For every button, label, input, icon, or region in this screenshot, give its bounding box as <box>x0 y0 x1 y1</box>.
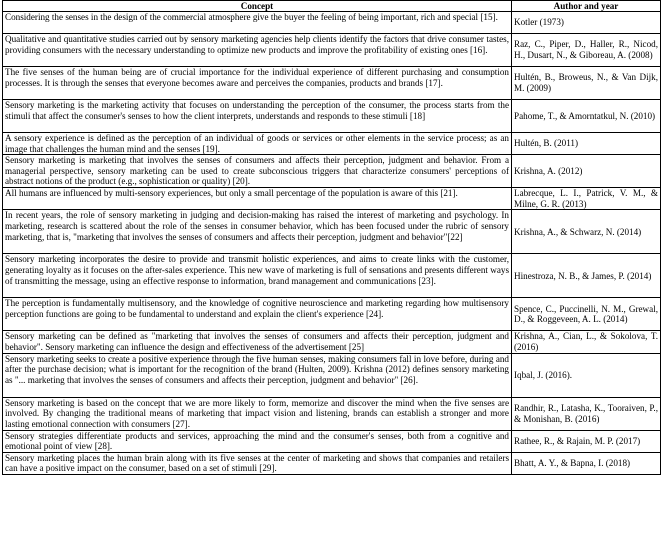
header-concept: Concept <box>3 1 512 12</box>
table-row <box>3 452 661 474</box>
table-row <box>3 188 661 210</box>
author-cell: Rathee, R., & Rajain, M. P. (2017) <box>512 430 661 452</box>
author-cell: Raz, C., Piper, D., Haller, R., Nicod, H., Dusart, N., & Giboreau, A. (2008) <box>512 34 661 67</box>
author-cell: Krishna, A., & Schwarz, N. (2014) <box>512 210 661 254</box>
concept-cell: All humans are influenced by multi-sensory experiences, but only a small percentage of the population is aware of this [21]. <box>3 188 512 210</box>
author-cell: Kotler (1973) <box>512 12 661 34</box>
table-row <box>3 100 661 133</box>
concept-cell: Sensory strategies differentiate products and services, approaching the mind and the consumer's senses, both from a cognitive and emotional point of view [28]. <box>3 430 512 452</box>
concepts-table <box>2 0 661 475</box>
concept-cell: Qualitative and quantitative studies carried out by sensory marketing agencies help clients identify the factors that drive consumer tastes, providing consumers with the necessary understanding to optimize new products and improve the profitability of existing ones [16]. <box>3 34 512 67</box>
table-row <box>3 12 661 34</box>
concept-cell: Sensory marketing is the marketing activity that focuses on understanding the perception of the consumer, the process starts from the stimuli that affect the consumer's senses to how the client interprets, understands and responds to these stimuli [18] <box>3 100 512 133</box>
table-row <box>3 397 661 430</box>
header-row <box>3 1 661 12</box>
author-cell: Labrecque, L. I., Patrick, V. M., & Milne, G. R. (2013) <box>512 188 661 210</box>
concept-cell: Sensory marketing can be defined as "marketing that involves the senses of consumers and affects their perception, judgment and behavior". Sensory marketing can influence the design and effectiveness of the advertisement [25] <box>3 331 512 353</box>
concept-cell: Sensory marketing seeks to create a positive experience through the five human senses, making consumers fall in love before, during and after the purchase decision; what is important for the recognition of the brand (Hulten, 2009). Krishna (2012) defines sensory marketing as "... marketing that involves the senses of consumers and affects their perception, judgment and behavior" [26]. <box>3 353 512 397</box>
table-row <box>3 430 661 452</box>
author-cell: Randhir, R., Latasha, K., Tooraiven, P., & Monishan, B. (2016) <box>512 397 661 430</box>
table-row <box>3 353 661 397</box>
concept-cell: The perception is fundamentally multisensory, and the knowledge of cognitive neuroscience and marketing regarding how multisensory perception functions are going to be fundamental to understand and explain the client's experience [24]. <box>3 298 512 331</box>
concept-cell: Sensory marketing is based on the concept that we are more likely to form, memorize and discover the mind when the five senses are involved. By changing the traditional means of marketing that impact vision and listening, brands can establish a stronger and more lasting emotional connection with consumers [27]. <box>3 397 512 430</box>
author-cell: Spence, C., Puccinelli, N. M., Grewal, D., & Roggeveen, A. L. (2014) <box>512 298 661 331</box>
author-cell: Hultén, B. (2011) <box>512 133 661 155</box>
concept-cell: Sensory marketing places the human brain along with its five senses at the center of marketing and shows that companies and retailers can have a positive impact on the consumer, based on a set of stimuli [29]. <box>3 452 512 474</box>
concept-cell: The five senses of the human being are of crucial importance for the individual experience of different purchasing and consumption processes. It is through the senses that everyone becomes aware and perceives the companies, products and brands [17]. <box>3 67 512 100</box>
table-row <box>3 210 661 254</box>
concept-cell: Sensory marketing is marketing that involves the senses of consumers and affects their perception, judgment and behavior. From a managerial perspective, sensory marketing can be used to create subconscious triggers that characterize consumers' perceptions of abstract notions of the product (e.g., sophistication or quality) [20]. <box>3 155 512 188</box>
table-row <box>3 34 661 67</box>
table-row <box>3 155 661 188</box>
author-cell: Krishna, A. (2012) <box>512 155 661 188</box>
concept-cell: Considering the senses in the design of the commercial atmosphere give the buyer the feeling of being important, rich and special [15]. <box>3 12 512 34</box>
table-row <box>3 133 661 155</box>
author-cell: Iqbal, J. (2016). <box>512 353 661 397</box>
author-cell: Krishna, A., Cian, L., & Sokolova, T. (2016) <box>512 331 661 353</box>
author-cell: Pahome, T., & Amorntatkul, N. (2010) <box>512 100 661 133</box>
table-row <box>3 298 661 331</box>
author-cell: Bhatt, A. Y., & Bapna, I. (2018) <box>512 452 661 474</box>
concept-cell: A sensory experience is defined as the perception of an individual of goods or services or other elements in the service process; as an image that challenges the human mind and the senses [19]. <box>3 133 512 155</box>
concept-cell: Sensory marketing incorporates the desire to provide and transmit holistic experiences, and aims to create links with the customer, generating loyalty as it focuses on the after-sales experience. This new wave of marketing is full of sensations and presents different ways of transmitting the message, using an effective response to information, brand management and communications [23]. <box>3 254 512 298</box>
header-author: Author and year <box>512 1 661 12</box>
author-cell: Hinestroza, N. B., & James, P. (2014) <box>512 254 661 298</box>
table-row <box>3 331 661 353</box>
table-row <box>3 67 661 100</box>
table-row <box>3 254 661 298</box>
author-cell: Hultén, B., Broweus, N., & Van Dijk, M. (2009) <box>512 67 661 100</box>
concept-cell: In recent years, the role of sensory marketing in judging and decision-making has raised the interest of marketing and psychology. In marketing, research is scattered about the role of the senses in consumer behavior, which has been focused under the rubric of sensory marketing, that is, "marketing that involves the senses of consumers and affects their perception, judgment and behavior"[22] <box>3 210 512 254</box>
